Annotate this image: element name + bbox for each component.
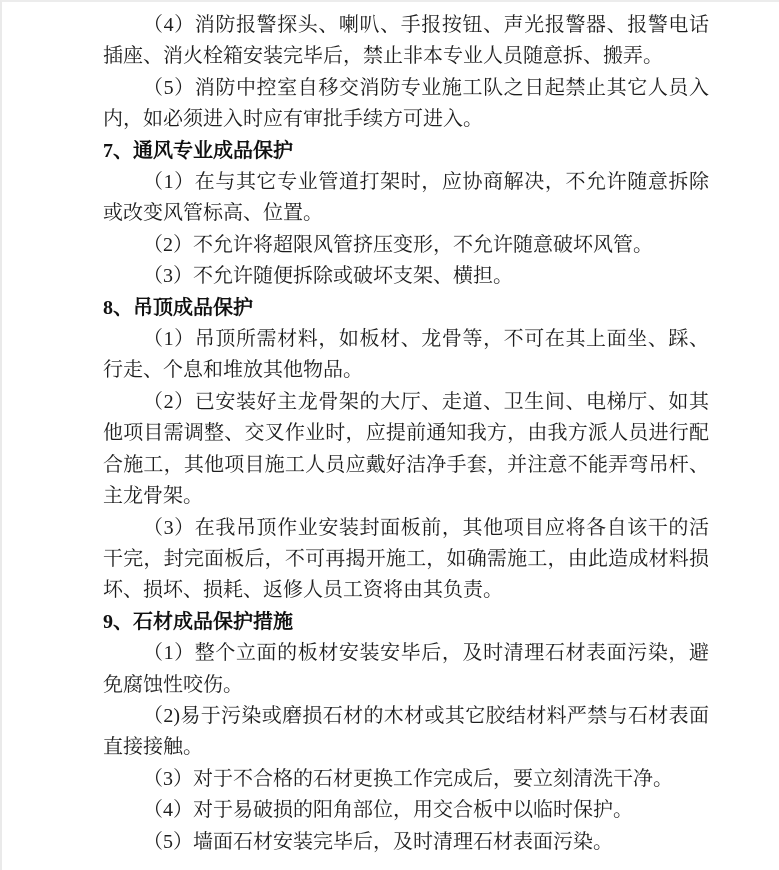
document-body: [2, 2, 779, 858]
paragraph: （3）不允许随便拆除或破坏支架、横担。: [143, 265, 513, 288]
section-ceiling-protection: [103, 293, 709, 607]
paragraph: （2）不允许将超限风管挤压变形，不允许随意破坏风管。: [143, 233, 653, 256]
paragraph: （1）吊顶所需材料，如板材、龙骨等，不可在其上面坐、踩、行走、个息和堆放其他物品。: [103, 328, 709, 382]
section-heading: 8、吊顶成品保护: [103, 296, 253, 319]
paragraph: （4）消防报警探头、喇叭、手报按钮、声光报警器、报警电话插座、消火栓箱安装完毕后，禁止非本专业人员随意拆、搬弄。: [103, 14, 709, 68]
section-heading: 7、通风专业成品保护: [103, 139, 293, 162]
section-heading: 9、石材成品保护措施: [103, 610, 293, 633]
paragraph: （4）对于易破损的阳角部位，用交合板中以临时保护。: [143, 799, 633, 822]
paragraph: （1）整个立面的板材安装安毕后，及时清理石材表面污染，避免腐蚀性咬伤。: [103, 642, 709, 696]
paragraph: （5）消防中控室自移交消防专业施工队之日起禁止其它人员入内，如必须进入时应有审批手续方可进入。: [103, 76, 709, 131]
paragraph: （3）对于不合格的石材更换工作完成后，要立刻清洗干净。: [143, 767, 673, 790]
paragraph: （2）已安装好主龙骨架的大厅、走道、卫生间、电梯厅、如其他项目需调整、交叉作业时，应提前通知我方，由我方派人员进行配合施工，其他项目施工人员应戴好洁净手套，并注意不能弄弯吊杆、主龙骨架。: [103, 390, 709, 508]
paragraph: （1）在与其它专业管道打架时，应协商解决，不允许随意拆除或改变风管标高、位置。: [103, 171, 709, 225]
paragraph: （2)易于污染或磨损石材的木材或其它胶结材料严禁与石材表面直接接触。: [103, 704, 709, 759]
paragraph: （5）墙面石材安装完毕后，及时清理石材表面污染。: [143, 830, 613, 853]
paragraph: （3）在我吊顶作业安装封面板前，其他项目应将各自该干的活干完，封完面板后，不可再揭开施工，如确需施工，由此造成材料损坏、损坏、损耗、返修人员工资将由其负责。: [103, 516, 709, 602]
section-fire-protection-continued: [103, 10, 709, 136]
section-ventilation-protection: [103, 136, 709, 293]
section-stone-protection: [103, 607, 709, 858]
